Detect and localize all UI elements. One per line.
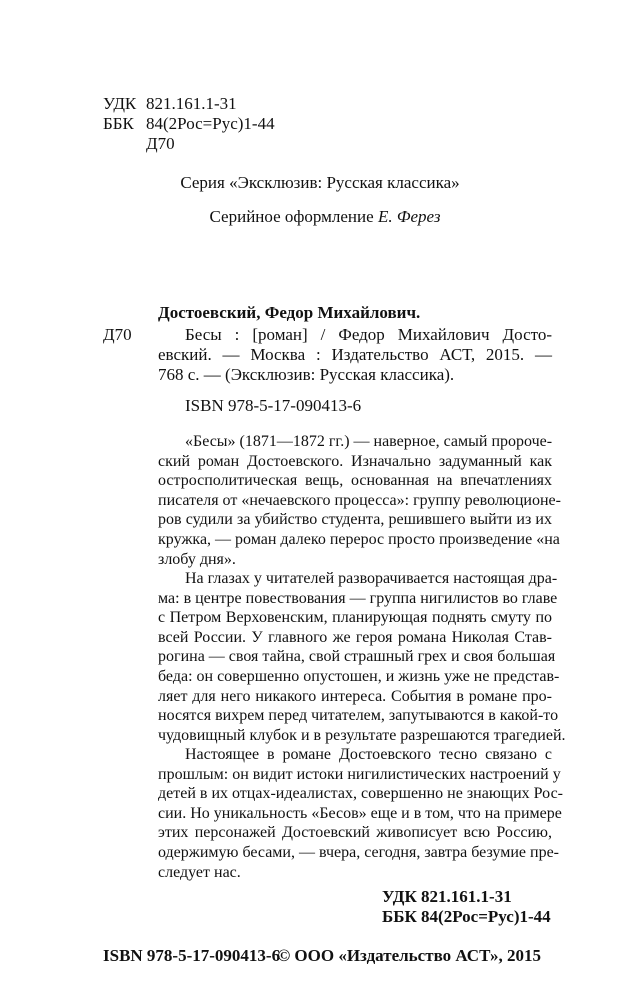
text-line: чудовищный клубок и в результате разрешаются трагедией. [158, 726, 566, 744]
footer-isbn: ISBN 978-5-17-090413-6 [103, 946, 281, 965]
text-line: остросполитическая вещь, основанная на впечатлениях [158, 472, 552, 490]
text-line: детей в их отцах-идеалистах, совершенно не знающих Рос- [158, 785, 563, 803]
text-line: ма: в центре повествования — группа нигилистов во главе [158, 589, 558, 607]
bbk-value: 84(2Рос=Рус)1-44 [146, 114, 275, 133]
text-line: сии. Но уникальность «Бесов» еще и в том, что на примере [158, 804, 562, 822]
annotation-paragraph-2 [158, 569, 566, 745]
text-line: с Петром Верховенским, планирующая поднять смуту по [158, 609, 552, 627]
footer-copyright: © ООО «Издательство АСТ», 2015 [277, 946, 541, 965]
text-line: рогина — своя тайна, свой страшный грех и своя большая [158, 648, 556, 666]
text-line: всей России. У главного же героя романа Николая Став- [158, 628, 552, 646]
text-line: злобу дня». [158, 550, 236, 568]
description-line: Бесы : [роман] / Федор Михайлович Досто- [185, 325, 552, 344]
bbk-label: ББК [103, 114, 134, 133]
description-line: евский. — Москва : Издательство АСТ, 2015. — [158, 345, 552, 364]
bbk-bold: ББК 84(2Рос=Рус)1-44 [382, 907, 551, 926]
udk-bold: УДК 821.161.1-31 [382, 887, 512, 906]
annotation-paragraph-1 [158, 432, 561, 569]
text-line: Настоящее в романе Достоевского тесно связано с [185, 746, 552, 763]
text-line: одержимую бесами, — вчера, сегодня, завтра безумие пре- [158, 843, 559, 861]
author-sign: Д70 [103, 325, 132, 344]
text-line: кружка, — роман далеко перерос просто произведение «на [158, 530, 560, 548]
design-label: Серийное оформление [209, 207, 374, 226]
author-sign-top: Д70 [146, 134, 175, 153]
designer-name: Е. Ферез [377, 207, 441, 226]
annotation-paragraph-3 [158, 745, 563, 882]
series-line: Серия «Эксклюзив: Русская классика» [180, 173, 460, 192]
text-line: На глазах у читателей разворачивается настоящая дра- [185, 570, 558, 587]
author-heading: Достоевский, Федор Михайлович. [158, 303, 421, 322]
isbn-line: ISBN 978-5-17-090413-6 [185, 396, 362, 415]
text-line: прошлым: он видит истоки нигилистических настроений у [158, 765, 561, 783]
text-line: «Бесы» (1871—1872 гг.) — наверное, самый пророче- [185, 433, 553, 450]
description-line: 768 с. — (Эксклюзив: Русская классика). [158, 365, 455, 384]
udk-value: 821.161.1-31 [146, 94, 237, 113]
text-line: ляет для него никакого интереса. События в романе про- [158, 687, 552, 705]
text-line: писателя от «нечаевского процесса»: группу революционе- [158, 491, 561, 509]
text-line: носятся вихрем перед читателем, запутываются в какой-то [158, 707, 559, 725]
design-credit [0, 207, 632, 227]
text-line: следует нас. [158, 863, 241, 881]
text-line: беда: он совершенно опустошен, и жизнь уже не представ- [158, 667, 560, 685]
text-line: этих персонажей Достоевский живописует всю Россию, [158, 824, 552, 842]
text-line: ский роман Достоевского. Изначально задуманный как [158, 452, 552, 470]
text-line: ров судили за убийство студента, решившего выйти из их [158, 511, 552, 529]
udk-label: УДК [103, 94, 137, 113]
bibliographic-description [158, 325, 552, 385]
